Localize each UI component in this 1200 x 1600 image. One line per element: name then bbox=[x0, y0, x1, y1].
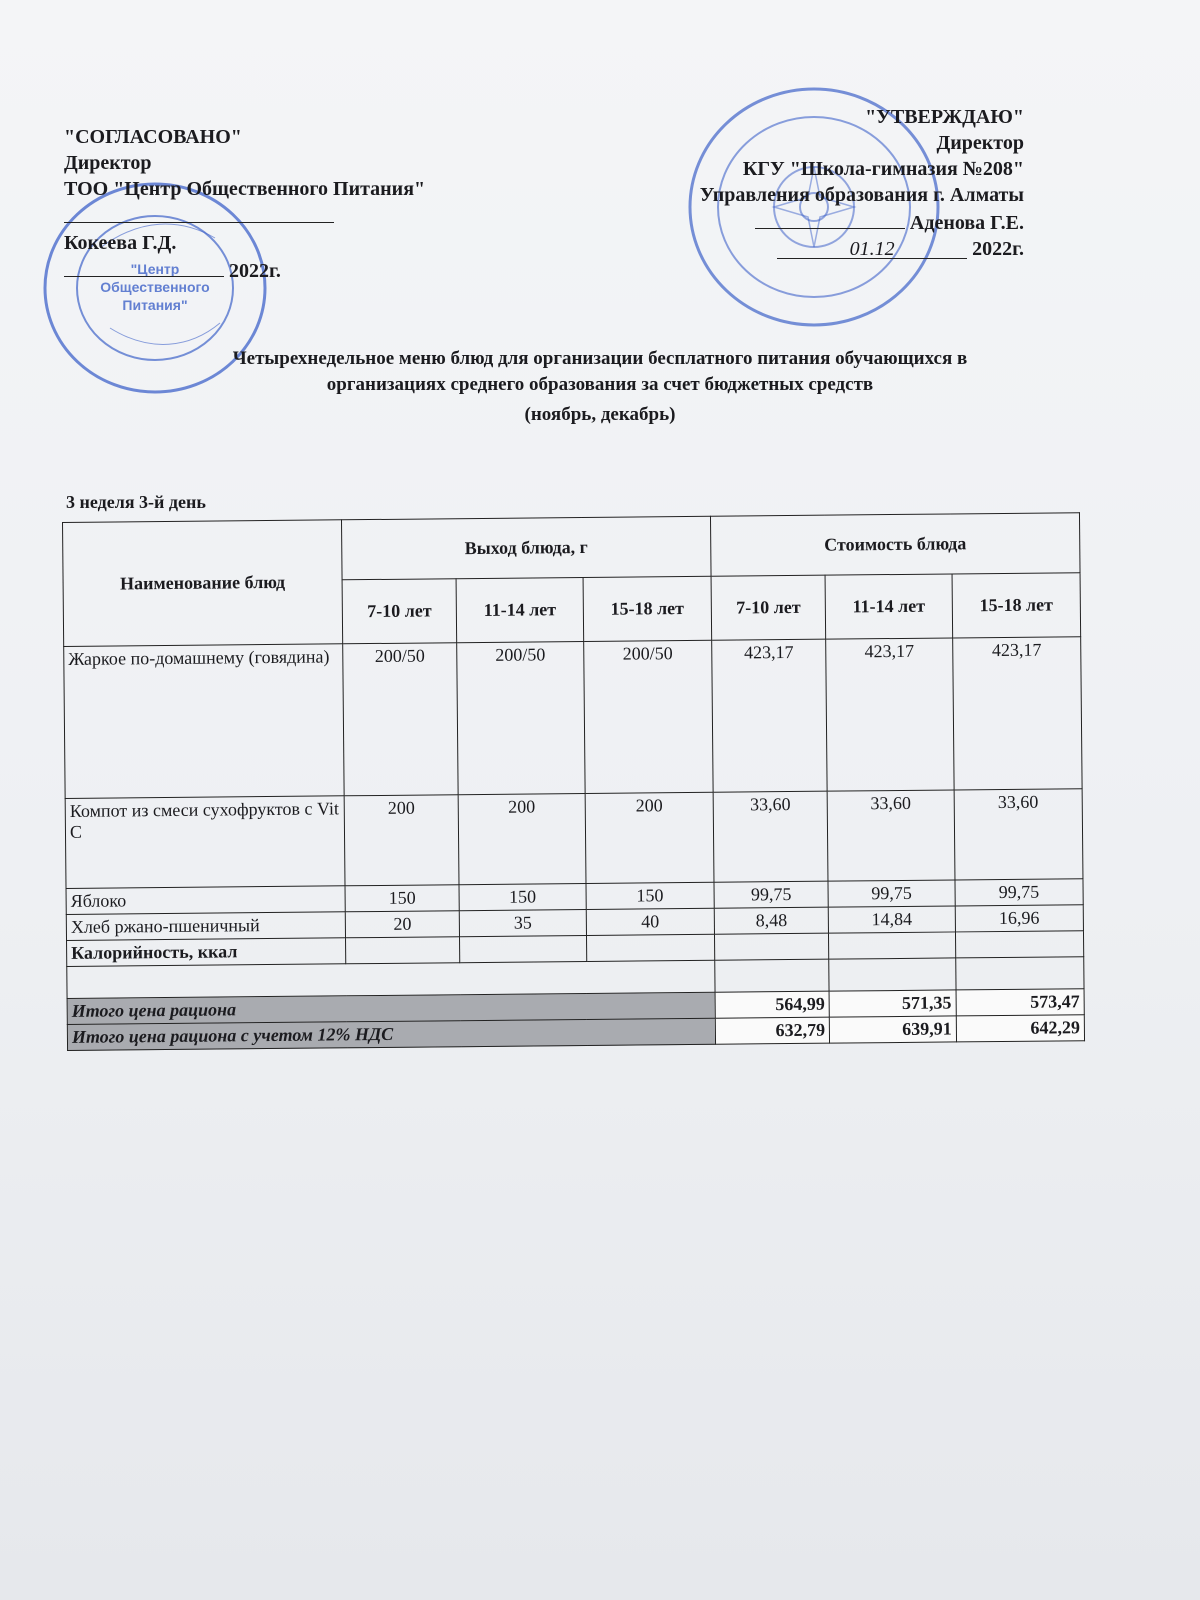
dish-output: 150 bbox=[586, 882, 714, 909]
calories-cell bbox=[714, 933, 828, 960]
approval-left-year: 2022г. bbox=[229, 260, 281, 282]
dish-cost: 99,75 bbox=[828, 880, 955, 907]
title-line-3: (ноябрь, декабрь) bbox=[524, 404, 676, 425]
header-age-output-2: 11-14 лет bbox=[456, 578, 583, 643]
total-vat-label: Итого цена рациона с учетом 12% НДС bbox=[67, 1018, 715, 1050]
title-line-1: Четырехнедельное меню блюд для организации бесплатного питания обучающихся в bbox=[232, 348, 968, 369]
calories-cell bbox=[586, 934, 714, 961]
title-line-2: организациях среднего образования за счет бюджетных средств bbox=[326, 374, 874, 395]
total-label: Итого цена рациона bbox=[67, 992, 715, 1024]
approval-right-signature bbox=[700, 208, 1024, 236]
header-age-cost-3: 15-18 лет bbox=[952, 573, 1081, 638]
signature-line bbox=[64, 202, 425, 230]
spacer-cell bbox=[829, 958, 956, 991]
dish-output: 200 bbox=[585, 792, 714, 883]
approval-right-heading: "УТВЕРЖДАЮ" bbox=[865, 106, 1024, 128]
dish-name: Жаркое по-домашнему (говядина) bbox=[64, 644, 344, 799]
table-header-row bbox=[63, 513, 1081, 583]
total-value: 573,47 bbox=[956, 989, 1084, 1016]
dish-output: 200/50 bbox=[457, 641, 585, 794]
dish-output: 150 bbox=[459, 883, 586, 910]
svg-text:Питания": Питания" bbox=[122, 297, 188, 313]
total-vat-value: 639,91 bbox=[829, 1016, 956, 1043]
table-row bbox=[65, 789, 1083, 889]
spacer-cell bbox=[715, 959, 829, 992]
calories-label: Калорийность, ккал bbox=[67, 938, 346, 967]
dish-output: 35 bbox=[459, 909, 586, 936]
dish-output: 200/50 bbox=[343, 643, 459, 796]
dish-cost: 99,75 bbox=[714, 881, 828, 908]
dish-name: Компот из смеси сухофруктов с Vit C bbox=[65, 796, 345, 889]
approval-left-organization: ТОО "Центр Общественного Питания" bbox=[64, 178, 426, 200]
calories-cell bbox=[955, 931, 1083, 958]
dish-name: Яблоко bbox=[66, 886, 345, 915]
svg-text:Общественного: Общественного bbox=[100, 279, 210, 295]
calories-cell bbox=[460, 935, 587, 962]
dish-cost: 423,17 bbox=[712, 639, 828, 792]
dish-name: Хлеб ржано-пшеничный bbox=[66, 912, 345, 941]
dish-cost: 423,17 bbox=[826, 638, 954, 791]
approval-right bbox=[700, 104, 1024, 262]
dish-cost: 8,48 bbox=[714, 907, 828, 934]
approval-right-department: Управления образования г. Алматы bbox=[699, 184, 1024, 206]
approval-left bbox=[64, 124, 425, 284]
dish-output: 200 bbox=[344, 795, 459, 886]
document-title bbox=[100, 346, 1100, 428]
table-row bbox=[64, 637, 1082, 799]
dish-cost: 33,60 bbox=[713, 791, 828, 882]
calories-cell bbox=[346, 937, 460, 964]
header-age-output-1: 7-10 лет bbox=[342, 579, 457, 644]
approval-left-position: Директор bbox=[64, 152, 152, 174]
dish-cost: 16,96 bbox=[955, 905, 1083, 932]
header-age-cost-2: 11-14 лет bbox=[825, 574, 952, 639]
dish-output: 150 bbox=[345, 885, 459, 912]
dish-output: 40 bbox=[586, 908, 714, 935]
approval-right-position: Директор bbox=[936, 132, 1024, 154]
approval-left-signatory: Кокеева Г.Д. bbox=[64, 232, 177, 254]
spacer-cell bbox=[956, 957, 1085, 990]
menu-table bbox=[62, 512, 1085, 1051]
dish-cost: 33,60 bbox=[827, 790, 954, 881]
total-vat-value: 642,29 bbox=[956, 1015, 1084, 1042]
approval-right-signatory: Аденова Г.Е. bbox=[909, 212, 1024, 234]
total-value: 571,35 bbox=[829, 990, 956, 1017]
dish-cost: 33,60 bbox=[954, 789, 1083, 880]
dish-cost: 423,17 bbox=[952, 637, 1082, 790]
approval-left-heading: "СОГЛАСОВАНО" bbox=[64, 126, 242, 148]
calories-cell bbox=[829, 932, 956, 959]
dish-output: 200/50 bbox=[583, 640, 713, 793]
total-vat-value: 632,79 bbox=[715, 1017, 829, 1044]
dish-cost: 14,84 bbox=[828, 906, 955, 933]
approval-right-organization: КГУ "Школа-гимназия №208" bbox=[742, 158, 1024, 180]
approval-right-year: 2022г. bbox=[972, 238, 1024, 260]
svg-text:"Центр: "Центр bbox=[130, 261, 180, 277]
total-value: 564,99 bbox=[715, 991, 829, 1018]
header-dish-name: Наименование блюд bbox=[63, 520, 343, 647]
dish-cost: 99,75 bbox=[955, 879, 1083, 906]
header-cost: Стоимость блюда bbox=[710, 513, 1080, 577]
approval-right-date bbox=[700, 236, 1024, 262]
handwritten-date: 01.12 bbox=[777, 236, 967, 259]
week-day-label: 3 неделя 3-й день bbox=[66, 492, 206, 512]
header-output: Выход блюда, г bbox=[341, 516, 711, 580]
approval-left-date bbox=[64, 256, 425, 284]
dish-output: 20 bbox=[345, 911, 459, 938]
header-age-cost-1: 7-10 лет bbox=[711, 575, 826, 640]
header-age-output-3: 15-18 лет bbox=[583, 576, 712, 641]
dish-output: 200 bbox=[458, 793, 585, 884]
